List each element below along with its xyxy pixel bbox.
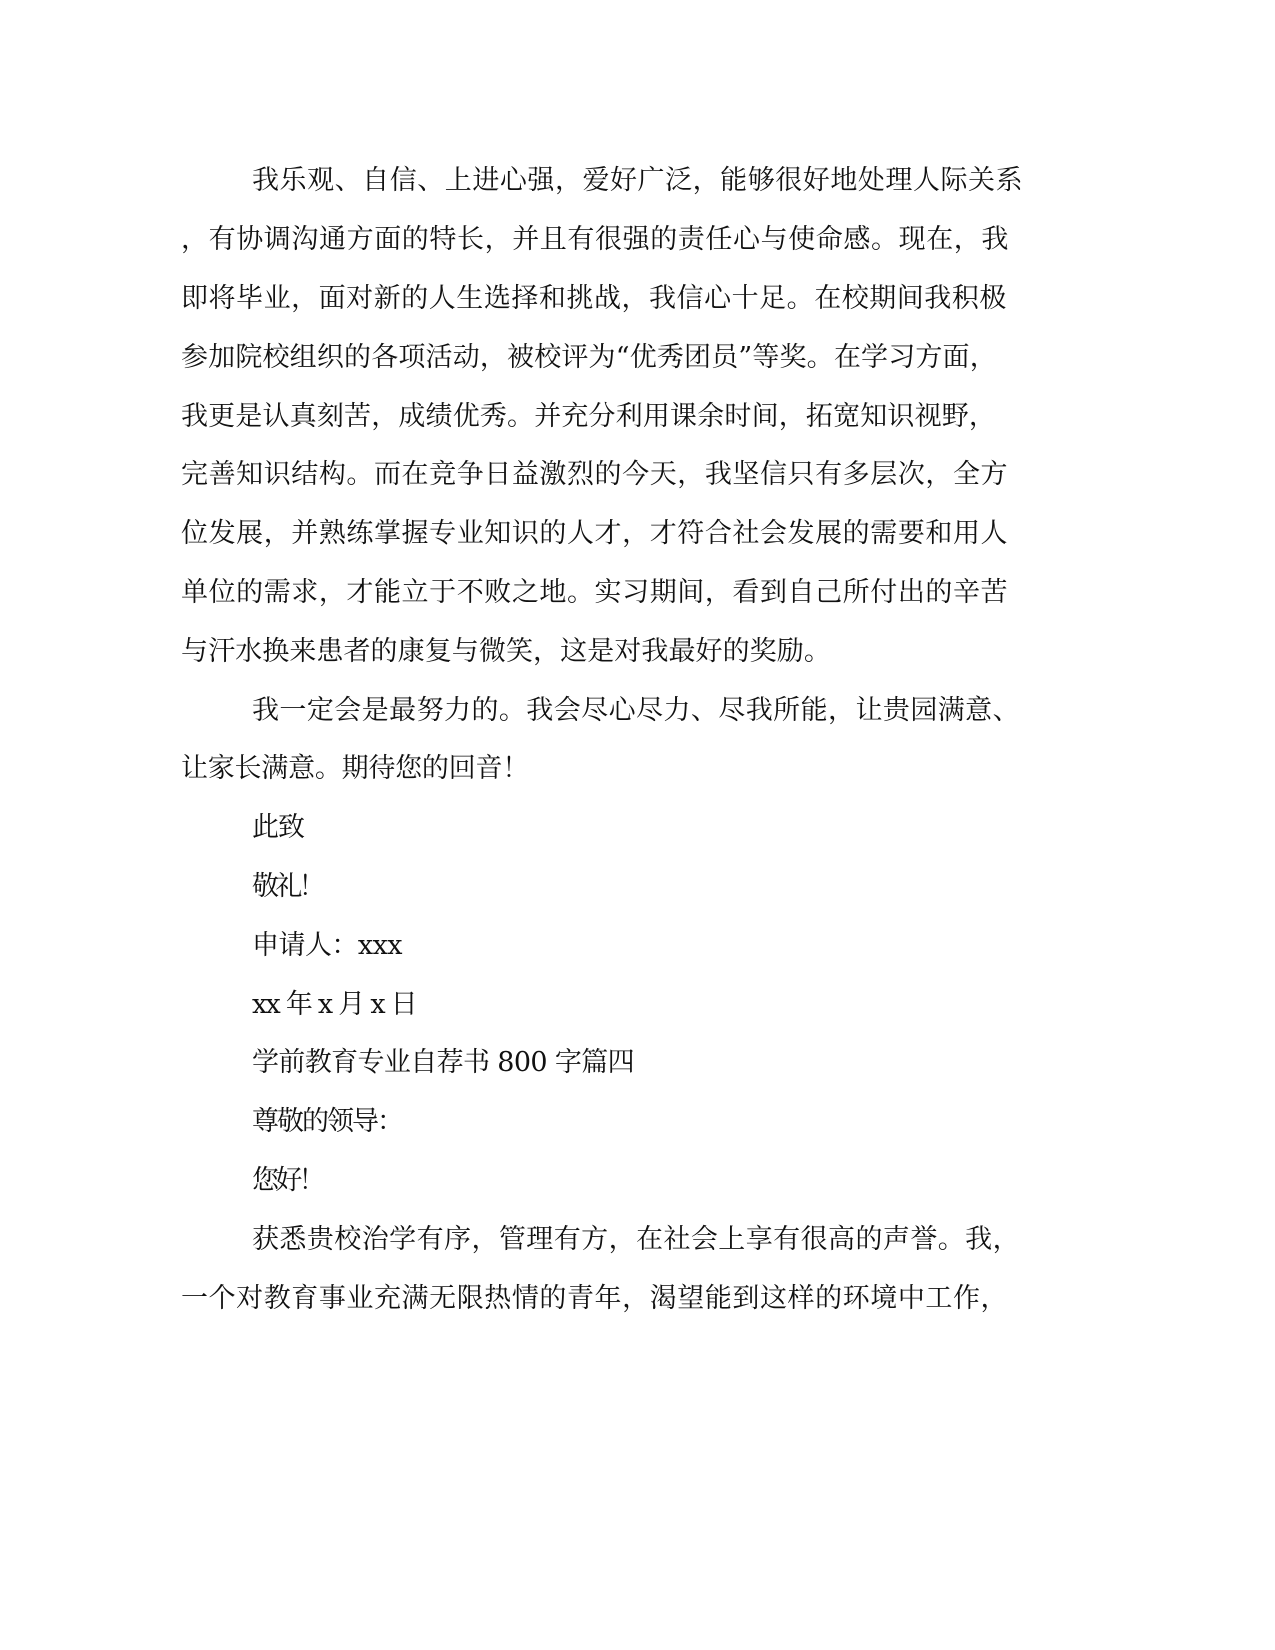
body-line: ，有协调沟通方面的特长，并且有很强的责任心与使命感。现在，我: [181, 224, 1009, 255]
body-line: 单位的需求，才能立于不败之地。实习期间，看到自己所付出的辛苦: [181, 577, 1009, 608]
section-title: 学前教育专业自荐书 800 字篇四: [252, 1047, 634, 1078]
body-line: 我一定会是最努力的。我会尽心尽力、尽我所能，让贵园满意、: [252, 695, 1021, 726]
greeting-line: 您好！: [252, 1165, 322, 1196]
body-line: 我更是认真刻苦，成绩优秀。并充分利用课余时间，拓宽知识视野，: [181, 401, 997, 432]
body-line: 让家长满意。期待您的回音！: [181, 753, 530, 784]
body-line: 获悉贵校治学有序，管理有方，在社会上享有很高的声誉。我，: [252, 1224, 1021, 1255]
salutation-line: 尊敬的领导：: [252, 1106, 402, 1137]
closing-line: 敬礼！: [252, 871, 322, 902]
body-line: 参加院校组织的各项活动，被校评为“优秀团员”等奖。在学习方面，: [181, 342, 997, 373]
body-line: 完善知识结构。而在竞争日益激烈的今天，我坚信只有多层次，全方: [181, 459, 1009, 490]
body-line: 我乐观、自信、上进心强，爱好广泛，能够很好地处理人际关系: [252, 165, 1024, 196]
closing-line: 此致: [252, 812, 304, 843]
body-line: 位发展，并熟练掌握专业知识的人才，才符合社会发展的需要和用人: [181, 518, 1009, 549]
body-line: 即将毕业，面对新的人生选择和挑战，我信心十足。在校期间我积极: [181, 283, 1007, 314]
body-line: 与汗水换来患者的康复与微笑，这是对我最好的奖励。: [181, 636, 831, 667]
date-line: xx 年 x 月 x 日: [252, 989, 416, 1020]
body-line: 一个对教育事业充满无限热情的青年，渴望能到这样的环境中工作，: [181, 1283, 1009, 1314]
signature-line: 申请人：xxx: [252, 930, 402, 961]
